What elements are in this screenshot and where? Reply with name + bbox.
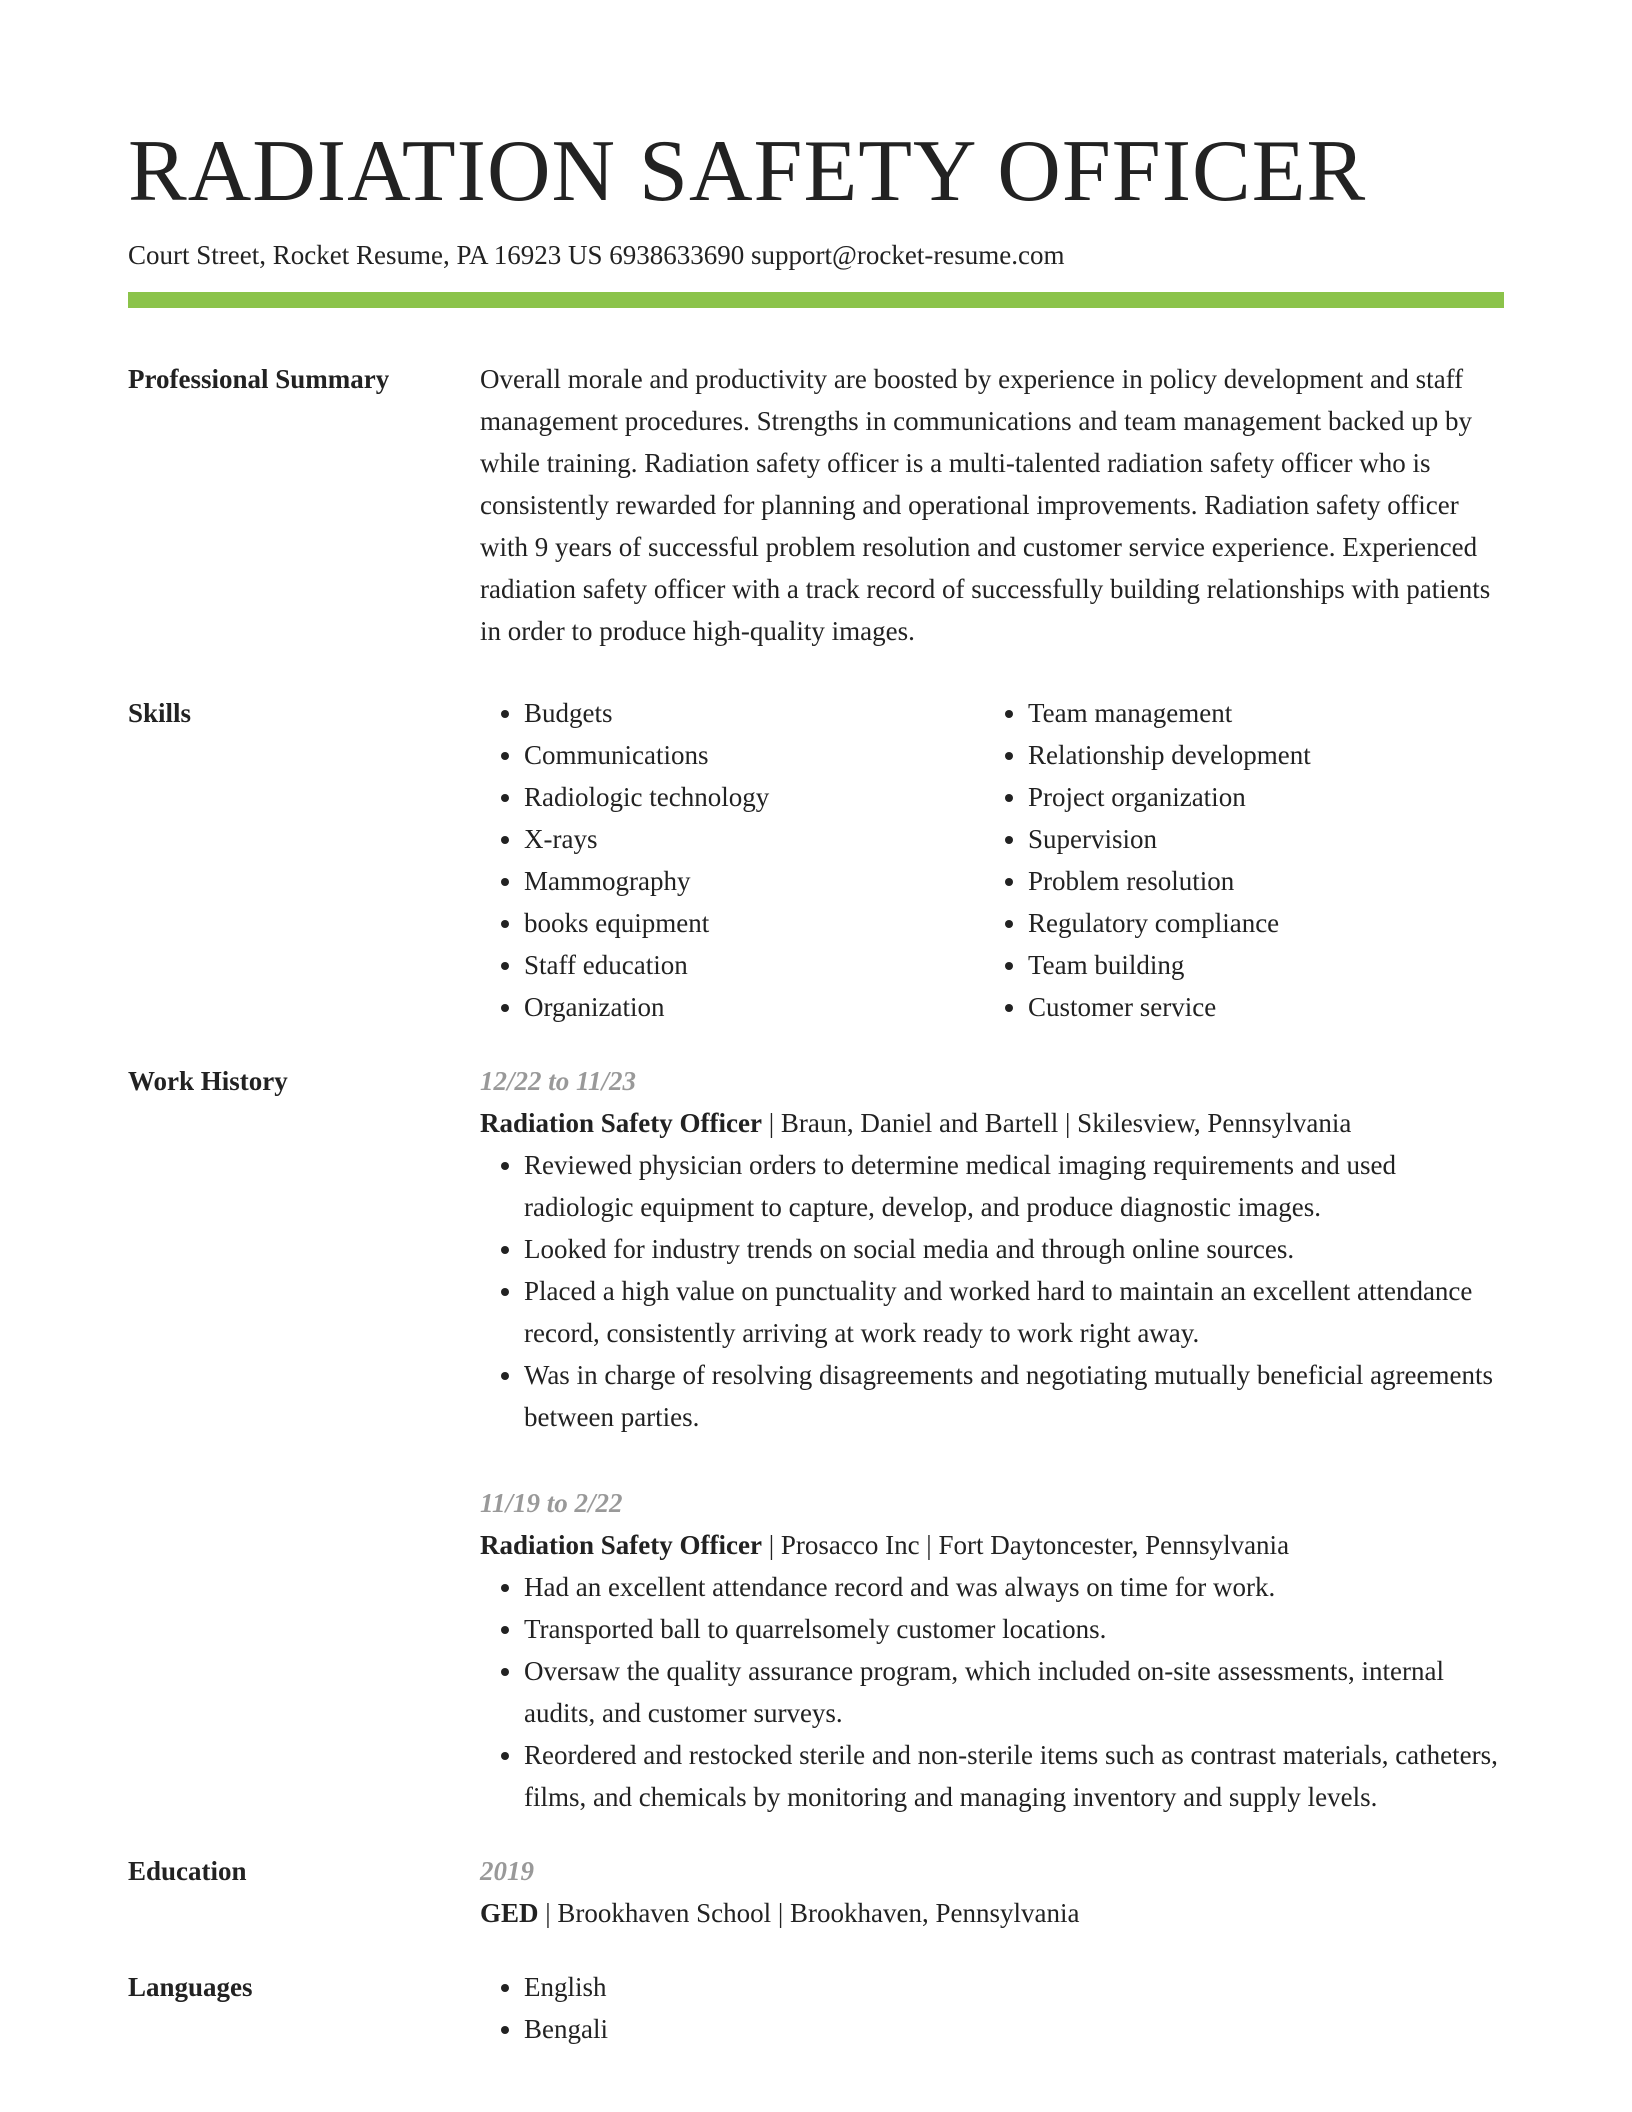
education-section [128, 1850, 1504, 1934]
job-bullet: • Reviewed physician orders to determine medical imaging requirements and used radiologic equipment to capture, develop, and produce diagnostic images. [524, 1144, 1504, 1228]
job-entry [480, 1482, 1504, 1818]
education-degree: GED [480, 1898, 539, 1928]
skill-item: • Project organization [1028, 776, 1488, 818]
resume-page [128, 118, 1504, 2050]
summary-text: Overall morale and productivity are boosted by experience in policy development and staff management procedures. Strengths in communications and team management backed up by while training. Radiation safety officer is a multi-talented radiation safety officer who is consistently rewarded for planning and operational improvements. Radiation safety officer with 9 years of successful problem resolution and customer service experience. Experienced radiation safety officer with a track record of successfully building relationships with patients in order to produce high-quality images. [480, 364, 1491, 646]
skill-item: • Supervision [1028, 818, 1488, 860]
skill-item: • Radiologic technology [524, 776, 984, 818]
languages-heading: Languages [128, 1972, 253, 2002]
skill-item: • Relationship development [1028, 734, 1488, 776]
job-bullet: • Looked for industry trends on social media and through online sources. [524, 1228, 1504, 1270]
job-details: | Braun, Daniel and Bartell | Skilesview, Pennsylvania [761, 1108, 1352, 1138]
skill-item: • X-rays [524, 818, 984, 860]
skills-heading: Skills [128, 698, 192, 728]
job-details: | Prosacco Inc | Fort Daytoncester, Pennsylvania [761, 1530, 1290, 1560]
skill-item: • Communications [524, 734, 984, 776]
job-title: Radiation Safety Officer [480, 1530, 762, 1560]
language-item: • English [524, 1966, 1504, 2008]
summary-heading: Professional Summary [128, 364, 390, 394]
education-entry [480, 1892, 1504, 1934]
skill-item: • Customer service [1028, 986, 1488, 1028]
summary-section [128, 358, 1504, 652]
skill-item: • Budgets [524, 692, 984, 734]
job-dates: 11/19 to 2/22 [480, 1488, 623, 1518]
contact-line: Court Street, Rocket Resume, PA 16923 US 6938633690 support@rocket-resume.com [128, 240, 1065, 270]
job-bullet: • Had an excellent attendance record and was always on time for work. [524, 1566, 1504, 1608]
accent-divider [128, 292, 1504, 308]
work-history-heading: Work History [128, 1066, 288, 1096]
job-bullet: • Placed a high value on punctuality and worked hard to maintain an excellent attendance record, consistently arriving at work ready to work right away. [524, 1270, 1504, 1354]
job-role [480, 1524, 1504, 1566]
job-bullet: • Reordered and restocked sterile and non-sterile items such as contrast materials, catheters, films, and chemicals by monitoring and managing inventory and supply levels. [524, 1734, 1504, 1818]
skill-item: • Staff education [524, 944, 984, 986]
skills-list-left [480, 692, 984, 1028]
job-bullet: • Transported ball to quarrelsomely customer locations. [524, 1608, 1504, 1650]
education-year: 2019 [480, 1856, 534, 1886]
job-dates: 12/22 to 11/23 [480, 1066, 637, 1096]
skill-item: • Team building [1028, 944, 1488, 986]
skill-item: • books equipment [524, 902, 984, 944]
skill-item: • Mammography [524, 860, 984, 902]
job-entry [480, 1060, 1504, 1438]
skills-list-right [984, 692, 1488, 1028]
work-history-section [128, 1060, 1504, 1818]
job-role [480, 1102, 1504, 1144]
job-bullet: • Was in charge of resolving disagreements and negotiating mutually beneficial agreements between parties. [524, 1354, 1504, 1438]
job-bullets [480, 1566, 1504, 1818]
education-heading: Education [128, 1856, 247, 1886]
languages-list [480, 1966, 1504, 2050]
language-item: • Bengali [524, 2008, 1504, 2050]
skill-item: • Team management [1028, 692, 1488, 734]
skill-item: • Regulatory compliance [1028, 902, 1488, 944]
skill-item: • Problem resolution [1028, 860, 1488, 902]
job-bullets [480, 1144, 1504, 1438]
job-bullet: • Oversaw the quality assurance program, which included on-site assessments, internal audits, and customer surveys. [524, 1650, 1504, 1734]
resume-name: RADIATION SAFETY OFFICER [128, 123, 1367, 220]
job-title: Radiation Safety Officer [480, 1108, 762, 1138]
languages-section [128, 1966, 1504, 2050]
skill-item: • Organization [524, 986, 984, 1028]
skills-section [128, 692, 1504, 1028]
education-details: | Brookhaven School | Brookhaven, Pennsylvania [538, 1898, 1080, 1928]
